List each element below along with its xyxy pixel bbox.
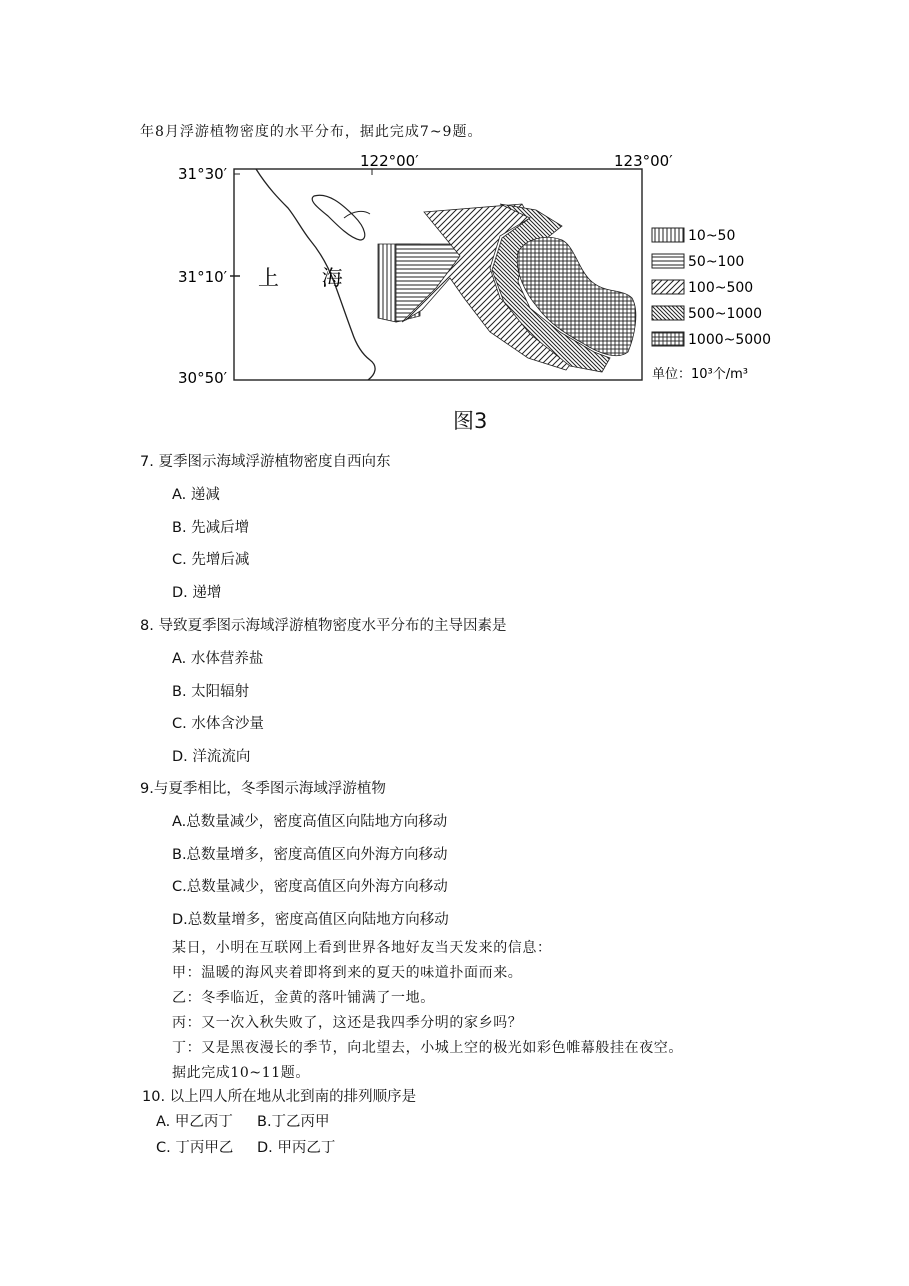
plankton-density-map [170, 148, 790, 438]
lat-label-30-50: 30°50′ [178, 369, 228, 387]
q8-option-d[interactable]: D. 洋流流向 [172, 749, 251, 765]
q10-stem: 10. 以上四人所在地从北到南的排列顺序是 [142, 1089, 417, 1105]
legend-swatch-10-50 [652, 228, 684, 242]
q7-option-d[interactable]: D. 递增 [172, 585, 222, 601]
q9-option-a[interactable]: A.总数量减少，密度高值区向陆地方向移动 [172, 814, 448, 830]
lat-label-31-30: 31°30′ [178, 165, 228, 183]
q10-option-b[interactable]: B.丁乙丙甲 [257, 1114, 330, 1130]
q9-option-b[interactable]: B.总数量增多，密度高值区向外海方向移动 [172, 847, 448, 863]
legend-label-500-1000: 500~1000 [688, 306, 763, 322]
passage-line-ding: 丁：又是黑夜漫长的季节，向北望去，小城上空的极光如彩色帷幕般挂在夜空。 [172, 1040, 683, 1056]
q8-option-b[interactable]: B. 太阳辐射 [172, 684, 250, 700]
legend-label-1000-5000: 1000~5000 [688, 332, 771, 348]
q7-option-a[interactable]: A. 递减 [172, 487, 220, 503]
q7-stem: 7. 夏季图示海域浮游植物密度自西向东 [140, 454, 391, 470]
q8-stem: 8. 导致夏季图示海域浮游植物密度水平分布的主导因素是 [140, 618, 507, 634]
q9-option-c[interactable]: C.总数量减少，密度高值区向外海方向移动 [172, 879, 448, 895]
legend-label-50-100: 50~100 [688, 254, 745, 270]
q7-option-b[interactable]: B. 先减后增 [172, 520, 250, 536]
legend-swatch-100-500 [652, 280, 684, 294]
legend-unit: 单位：10³个/m³ [652, 367, 749, 382]
q9-stem: 9.与夏季相比，冬季图示海域浮游植物 [140, 781, 386, 797]
shanghai-label: 上 海 [258, 266, 361, 290]
passage-line-bing: 丙：又一次入秋失败了，这还是我四季分明的家乡吗？ [172, 1015, 523, 1031]
legend-swatch-1000-5000 [652, 332, 684, 346]
lat-label-31-10: 31°10′ [178, 268, 228, 286]
figure-caption: 图3 [453, 409, 488, 433]
passage-outro: 据此完成10~11题。 [172, 1065, 310, 1081]
legend-label-10-50: 10~50 [688, 228, 736, 244]
q10-option-c[interactable]: C. 丁丙甲乙 [156, 1140, 234, 1156]
q10-option-a[interactable]: A. 甲乙丙丁 [156, 1114, 233, 1130]
q8-option-c[interactable]: C. 水体含沙量 [172, 716, 264, 732]
lon-label-122: 122°00′ [360, 152, 419, 170]
legend [652, 228, 771, 382]
q7-option-c[interactable]: C. 先增后减 [172, 552, 250, 568]
passage-line-yi: 乙：冬季临近，金黄的落叶铺满了一地。 [172, 990, 435, 1006]
q8-option-a[interactable]: A. 水体营养盐 [172, 651, 264, 667]
legend-swatch-50-100 [652, 254, 684, 268]
intro-text: 年8月浮游植物密度的水平分布，据此完成7~9题。 [140, 124, 483, 140]
legend-label-100-500: 100~500 [688, 280, 754, 296]
q9-option-d[interactable]: D.总数量增多，密度高值区向陆地方向移动 [172, 912, 449, 928]
legend-swatch-500-1000 [652, 306, 684, 320]
q10-option-d[interactable]: D. 甲丙乙丁 [257, 1140, 336, 1156]
passage-intro: 某日，小明在互联网上看到世界各地好友当天发来的信息： [172, 940, 552, 956]
lon-label-123: 123°00′ [614, 152, 673, 170]
passage-line-jia: 甲：温暖的海风夹着即将到来的夏天的味道扑面而来。 [172, 965, 523, 981]
